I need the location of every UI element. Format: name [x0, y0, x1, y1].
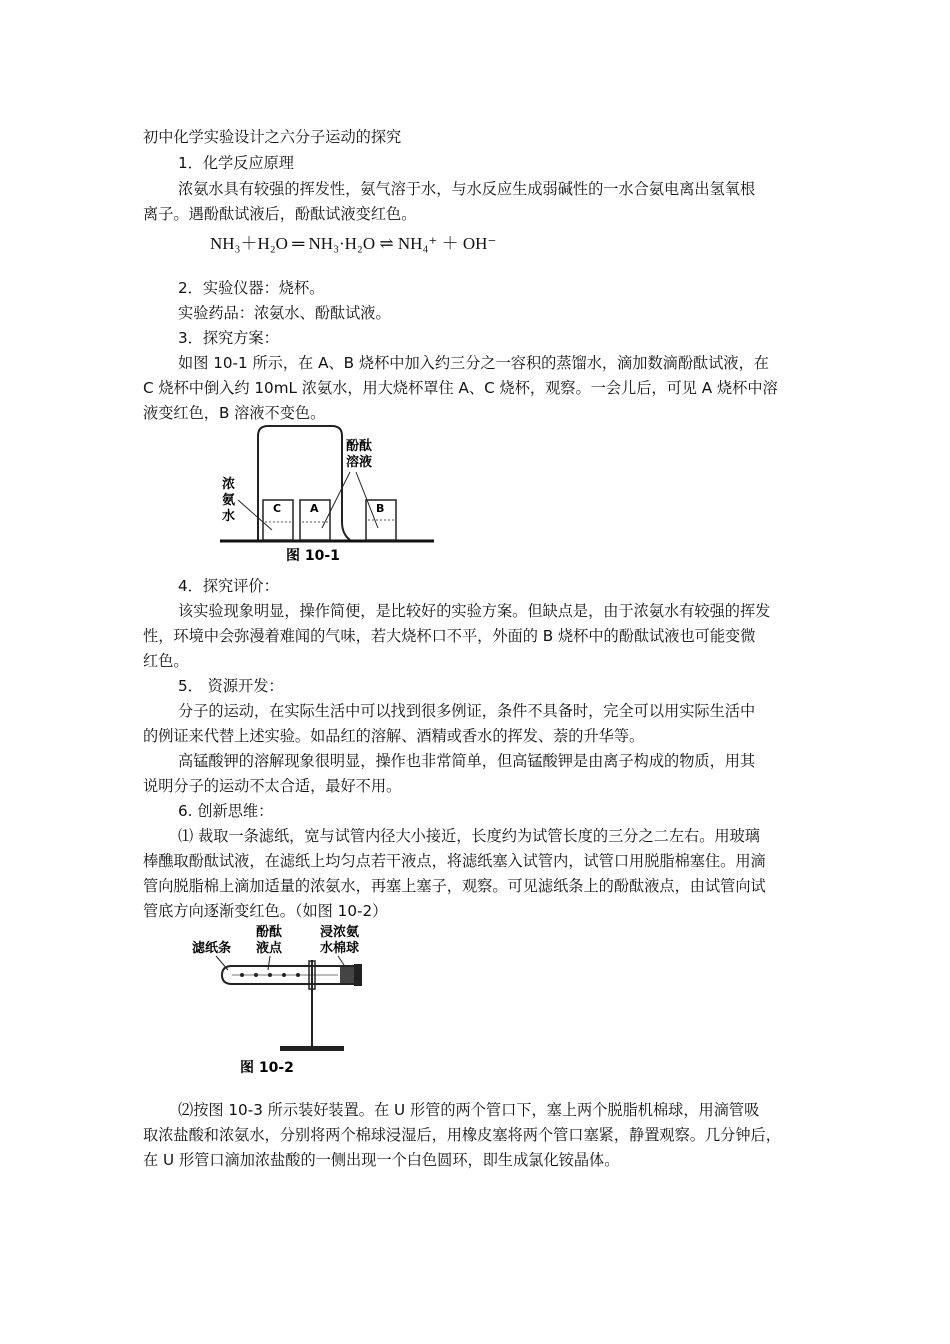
paragraph-line: 离子。遇酚酞试液后，酚酞试液变红色。 [143, 205, 417, 223]
paragraph-line: 在 U 形管口滴加浓盐酸的一侧出现一个白色圆环，即生成氯化铵晶体。 [143, 1151, 620, 1169]
label-filter-paper: 滤纸条 [192, 941, 232, 956]
large-beaker [258, 426, 350, 540]
cotton-ball [340, 967, 354, 983]
equation-middle: NH₃·H₂O [308, 234, 376, 253]
section-2-heading: 2．实验仪器：烧杯。 [178, 279, 325, 297]
phenol-dot [240, 973, 244, 977]
paragraph-line: 如图 10-1 所示，在 A、B 烧杯中加入约三分之一容积的蒸馏水，滴加数滴酚酞试液，在 [178, 354, 769, 372]
equilibrium-arrow: ⇌ [379, 234, 394, 253]
label-phenol-dots: 液点 [256, 941, 283, 956]
paragraph-line: C 烧杯中倒入约 10mL 浓氨水，用大烧杯罩住 A、C 烧杯，观察。一会儿后，可见 A 烧杯中溶 [143, 379, 778, 397]
section-1-heading: 1．化学反应原理 [178, 154, 294, 172]
label-ammonia: 水 [222, 509, 236, 524]
paragraph-line: 管向脱脂棉上滴加适量的浓氨水，再塞上塞子，观察。可见滤纸条上的酚酞液点，由试管向试 [143, 877, 766, 895]
paragraph-line: 说明分子的运动不太合适，最好不用。 [143, 777, 402, 795]
figure-caption: 图 10-2 [240, 1060, 294, 1076]
figure-10-2 [188, 920, 378, 1080]
chemical-equation [210, 229, 496, 254]
figure-caption: 图 10-1 [286, 548, 340, 564]
equation-rhs: NH₄⁺ ＋ OH⁻ [397, 234, 497, 253]
label-phenolphthalein: 酚酞 [346, 439, 373, 454]
paragraph-line: 的例证来代替上述实验。如品红的溶解、酒精或香水的挥发、萘的升华等。 [143, 727, 645, 745]
label-phenol-dots: 酚酞 [256, 925, 283, 940]
beaker-c-label: C [273, 502, 282, 515]
paragraph-line: 液变红色，B 溶液不变色。 [143, 404, 326, 422]
phenol-dot [296, 973, 300, 977]
section-6-heading: 6. 创新思维： [178, 802, 274, 820]
label-phenolphthalein: 溶液 [346, 455, 373, 470]
phenol-dot [268, 973, 272, 977]
paragraph-line: 浓氨水具有较强的挥发性，氨气溶于水，与水反应生成弱碱性的一水合氨电离出氢氧根 [178, 180, 756, 198]
figure-10-1 [210, 422, 440, 567]
paragraph-line: 管底方向逐渐变红色。（如图 10-2） [143, 902, 388, 920]
phenol-dot [254, 973, 258, 977]
paragraph-line: 性，环境中会弥漫着难闻的气味，若大烧杯口不平，外面的 B 烧杯中的酚酞试液也可能变微 [143, 627, 756, 645]
section-4-heading: 4．探究评价： [178, 577, 279, 595]
leader-line [238, 500, 272, 530]
paragraph-line: ⑵按图 10-3 所示装好装置。在 U 形管的两个管口下，塞上两个脱脂机棉球，用滴管吸 [178, 1101, 760, 1119]
paragraph-line: 红色。 [143, 652, 189, 670]
paragraph-line: 该实验现象明显，操作简便，是比较好的实验方案。但缺点是，由于浓氨水有较强的挥发 [178, 602, 771, 620]
label-ammonia: 浓 [222, 477, 236, 492]
iron-stand-base [280, 1046, 344, 1051]
beaker-a-label: A [310, 502, 319, 515]
label-cotton-ball: 浸浓氨 [320, 925, 360, 940]
paragraph-line: ⑴ 裁取一条滤纸，宽与试管内径大小接近，长度约为试管长度的三分之二左右。用玻璃 [178, 827, 760, 845]
beaker-b-label: B [376, 502, 385, 515]
stopper [354, 964, 362, 986]
paragraph-line: 取浓盐酸和浓氨水，分别将两个棉球浸湿后，用橡皮塞将两个管口塞紧，静置观察。几分钟后， [143, 1126, 781, 1144]
equation-equals: ═ [292, 234, 305, 253]
doc-title: 初中化学实验设计之六分子运动的探究 [143, 128, 402, 146]
equation-lhs: NH₃＋H₂O [210, 234, 288, 253]
paragraph-line: 分子的运动，在实际生活中可以找到很多例证，条件不具备时，完全可以用实际生活中 [178, 702, 756, 720]
section-3-heading: 3．探究方案： [178, 329, 279, 347]
section-5-heading: 5． 资源开发： [178, 677, 284, 695]
phenol-dot [282, 973, 286, 977]
paragraph-line: 高锰酸钾的溶解现象很明显，操作也非常简单，但高锰酸钾是由离子构成的物质，用其 [178, 752, 756, 770]
paragraph-line: 棒醮取酚酞试液，在滤纸上均匀点若干液点，将滤纸塞入试管内，试管口用脱脂棉塞住。用滴 [143, 852, 766, 870]
leader-line [268, 956, 270, 970]
label-cotton-ball: 水棉球 [320, 941, 360, 956]
label-ammonia: 氨 [222, 493, 236, 508]
reagents-line: 实验药品：浓氨水、酚酞试液。 [178, 304, 391, 322]
